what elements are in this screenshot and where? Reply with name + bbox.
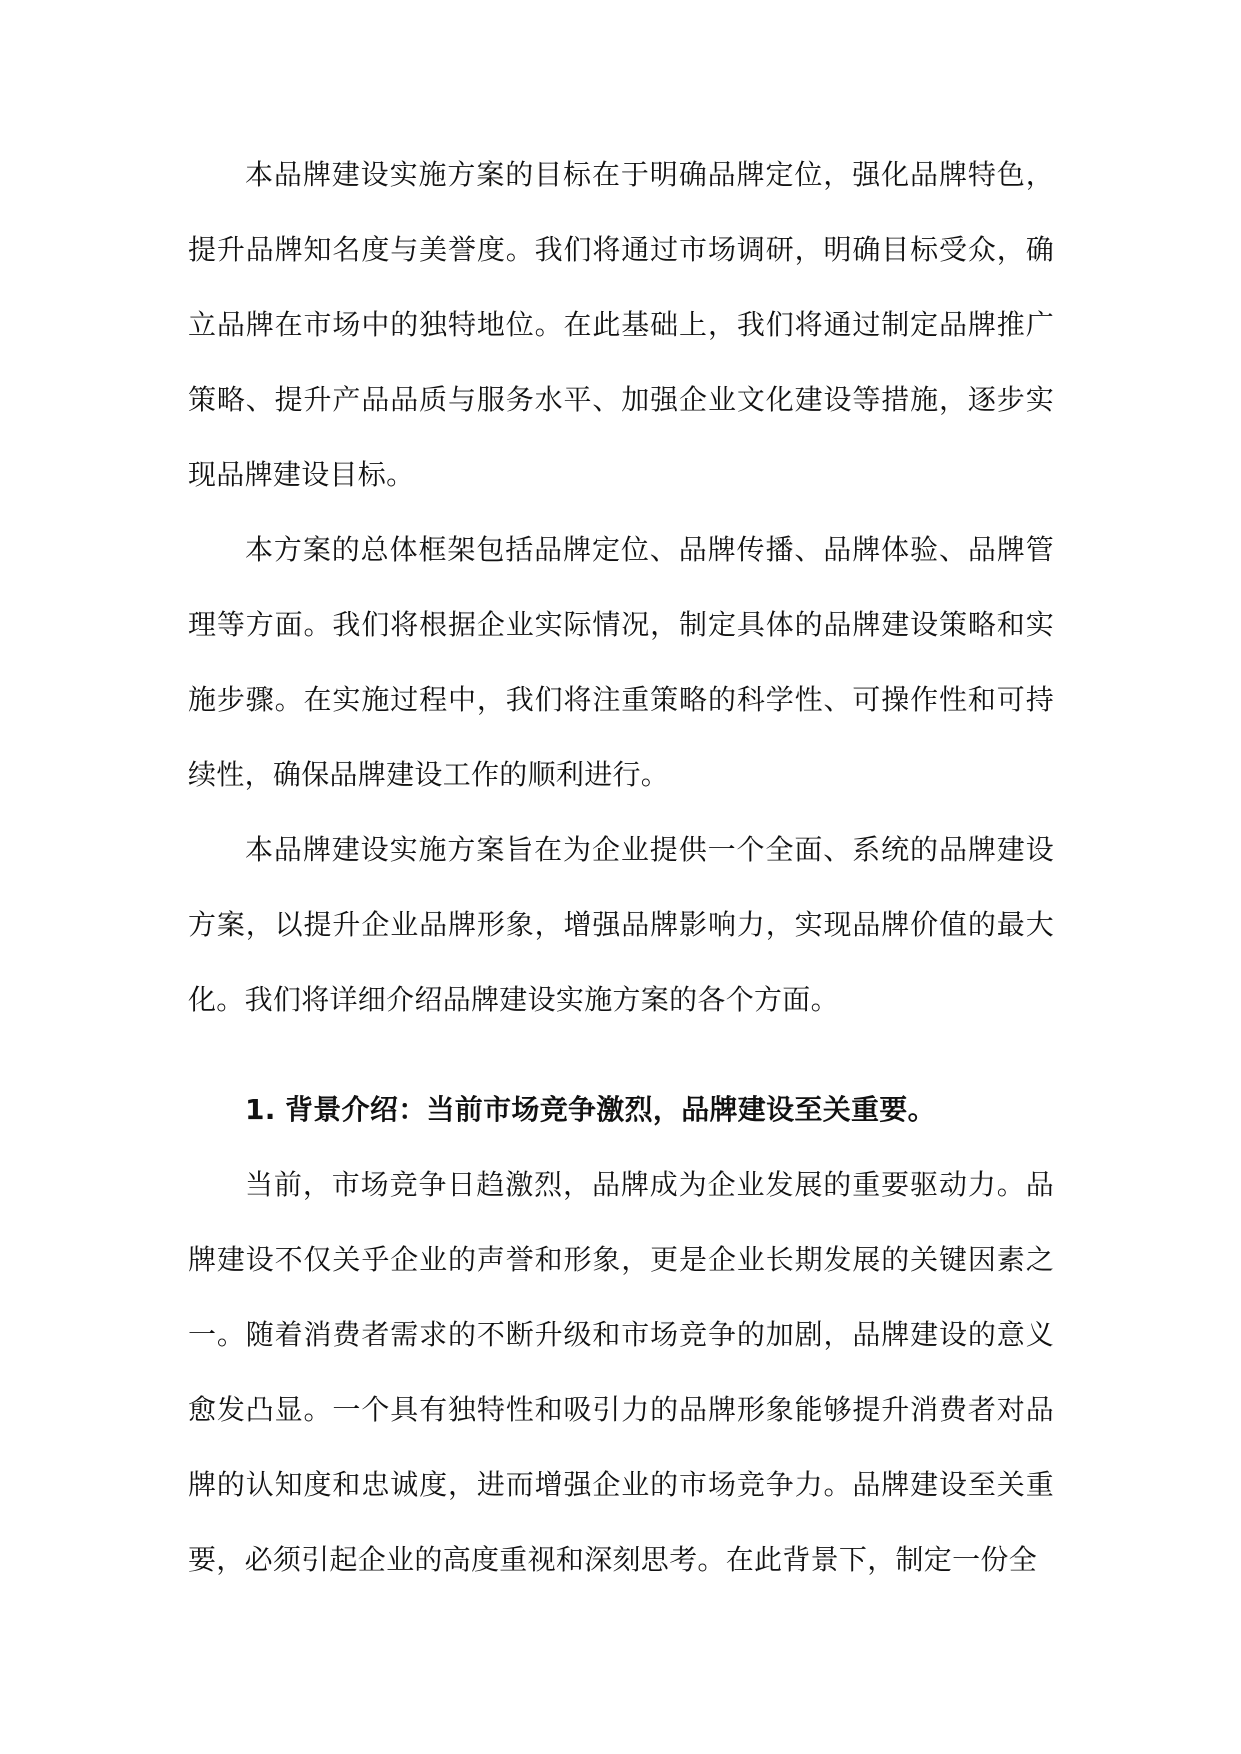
- section-paragraph: 当前，市场竞争日趋激烈，品牌成为企业发展的重要驱动力。品牌建设不仅关乎企业的声誉和形象，更是企业长期发展的关键因素之一。随着消费者需求的不断升级和市场竞争的加剧，品牌建设的意义愈发凸显。一个具有独特性和吸引力的品牌形象能够提升消费者对品牌的认知度和忠诚度，进而增强企业的市场竞争力。品牌建设至关重要，必须引起企业的高度重视和深刻思考。在此背景下，制定一份全: [188, 1168, 1054, 1576]
- section-heading: [188, 1072, 1054, 1147]
- document-body: [188, 137, 1054, 1597]
- section-number: 1.: [245, 1093, 276, 1126]
- section-title: 背景介绍：当前市场竞争激烈，品牌建设至关重要。: [285, 1093, 936, 1126]
- intro-paragraph-3: 本品牌建设实施方案旨在为企业提供一个全面、系统的品牌建设方案，以提升企业品牌形象，增强品牌影响力，实现品牌价值的最大化。我们将详细介绍品牌建设实施方案的各个方面。: [188, 833, 1054, 1016]
- intro-paragraph-2: 本方案的总体框架包括品牌定位、品牌传播、品牌体验、品牌管理等方面。我们将根据企业实际情况，制定具体的品牌建设策略和实施步骤。在实施过程中，我们将注重策略的科学性、可操作性和可持续性，确保品牌建设工作的顺利进行。: [188, 533, 1054, 791]
- intro-paragraph-1: 本品牌建设实施方案的目标在于明确品牌定位，强化品牌特色，提升品牌知名度与美誉度。我们将通过市场调研，明确目标受众，确立品牌在市场中的独特地位。在此基础上，我们将通过制定品牌推广策略、提升产品品质与服务水平、加强企业文化建设等措施，逐步实现品牌建设目标。: [188, 158, 1054, 491]
